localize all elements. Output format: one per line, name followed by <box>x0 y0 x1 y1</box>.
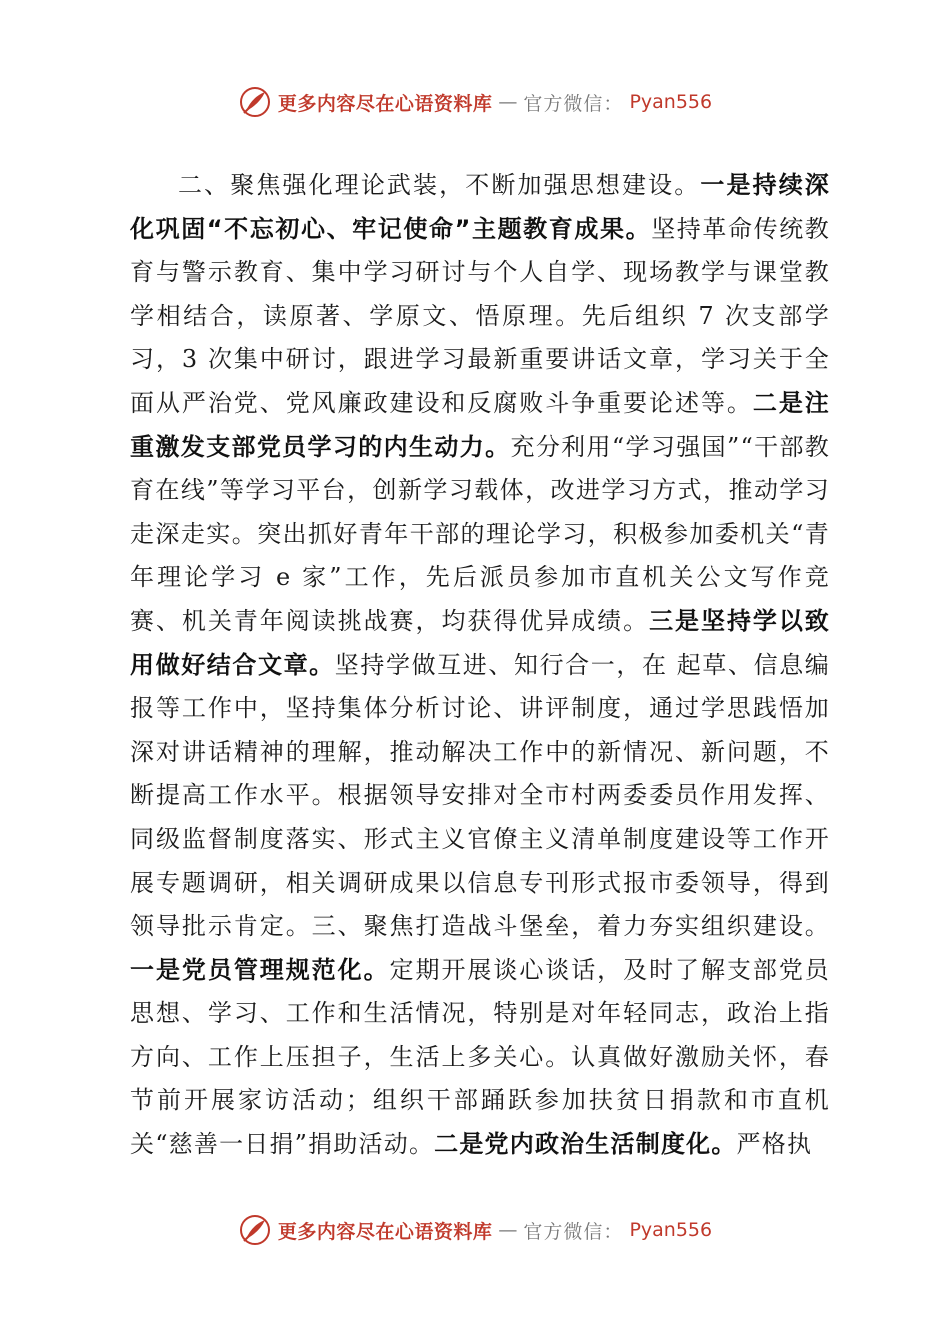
bold-heading: 三是坚持学以致用做好结合文章。 <box>130 606 830 679</box>
separator: — <box>498 91 518 113</box>
body-text: 坚持革命传统教育与警示教育、集中学习研讨与个人自学、现场教学与课堂教学相结合，读原著、学原文、悟原理。先后组织 7 次支部学习，3 次集中研讨，跟进学习最新重要讲话文章，学习关于全面从严治党、党风廉政建设和反腐败斗争重要论述等。 <box>130 214 830 417</box>
wechat-id: Pyan556 <box>629 91 713 113</box>
paragraph <box>130 164 830 1167</box>
wechat-id: Pyan556 <box>629 1219 713 1241</box>
site-name: 更多内容尽在心语资料库 <box>277 92 493 115</box>
quill-logo-icon <box>238 85 272 119</box>
wechat-label: 官方微信： <box>523 92 624 115</box>
quill-logo-icon <box>238 1213 272 1247</box>
body-text: 定期开展谈心谈话，及时了解支部党员思想、学习、工作和生活情况，特别是对年轻同志，政治上指方向、工作上压担子，生活上多关心。认真做好激励关怀，春节前开展家访活动；组织干部踊跃参加扶贫日捐款和市直机关“慈善一日捐”捐助活动。 <box>130 955 831 1159</box>
body-text: 坚持学做互进、知行合一，在 起草、信息编报等工作中，坚持集体分析讨论、讲评制度，通过学思践悟加深对讲话精神的理解，推动解决工作中的新情况、新问题，不断提高工作水平。根据领导安排对全市村两委委员作用发挥、同级监督制度落实、形式主义官僚主义清单制度建设等工作开展专题调研，相关调研成果以信息专刊形式报市委领导，得到领导批示肯定。三、聚焦打造战斗堡垒，着力夯实组织建设。 <box>130 650 830 941</box>
body-text: 严格执 <box>736 1130 813 1159</box>
bold-heading: 二是注重激发支部党员学习的内生动力。 <box>130 388 830 461</box>
bold-heading: 一是持续深化巩固“不忘初心、牢记使命”主题教育成果。 <box>130 171 831 243</box>
body-text: 充分利用“学习强国”“干部教育在线”等学习平台，创新学习载体，改进学习方式，推动学习走深走实。突出抓好青年干部的理论学习，积极参加委机关“青年理论学习 e 家”工作，先后派员参加市直机关公文写作竞赛、机关青年阅读挑战赛，均获得优异成绩。 <box>130 432 831 635</box>
wechat-label: 官方微信： <box>523 1220 624 1243</box>
header-banner <box>0 80 950 124</box>
site-name: 更多内容尽在心语资料库 <box>277 1220 493 1243</box>
bold-heading: 一是党员管理规范化。 <box>130 955 390 984</box>
separator: — <box>498 1219 518 1241</box>
footer-banner <box>0 1208 950 1252</box>
body-text: 二、聚焦强化理论武装，不断加强思想建设。 <box>178 171 701 199</box>
document-body <box>130 164 830 1167</box>
bold-heading: 二是党内政治生活制度化。 <box>434 1130 737 1159</box>
